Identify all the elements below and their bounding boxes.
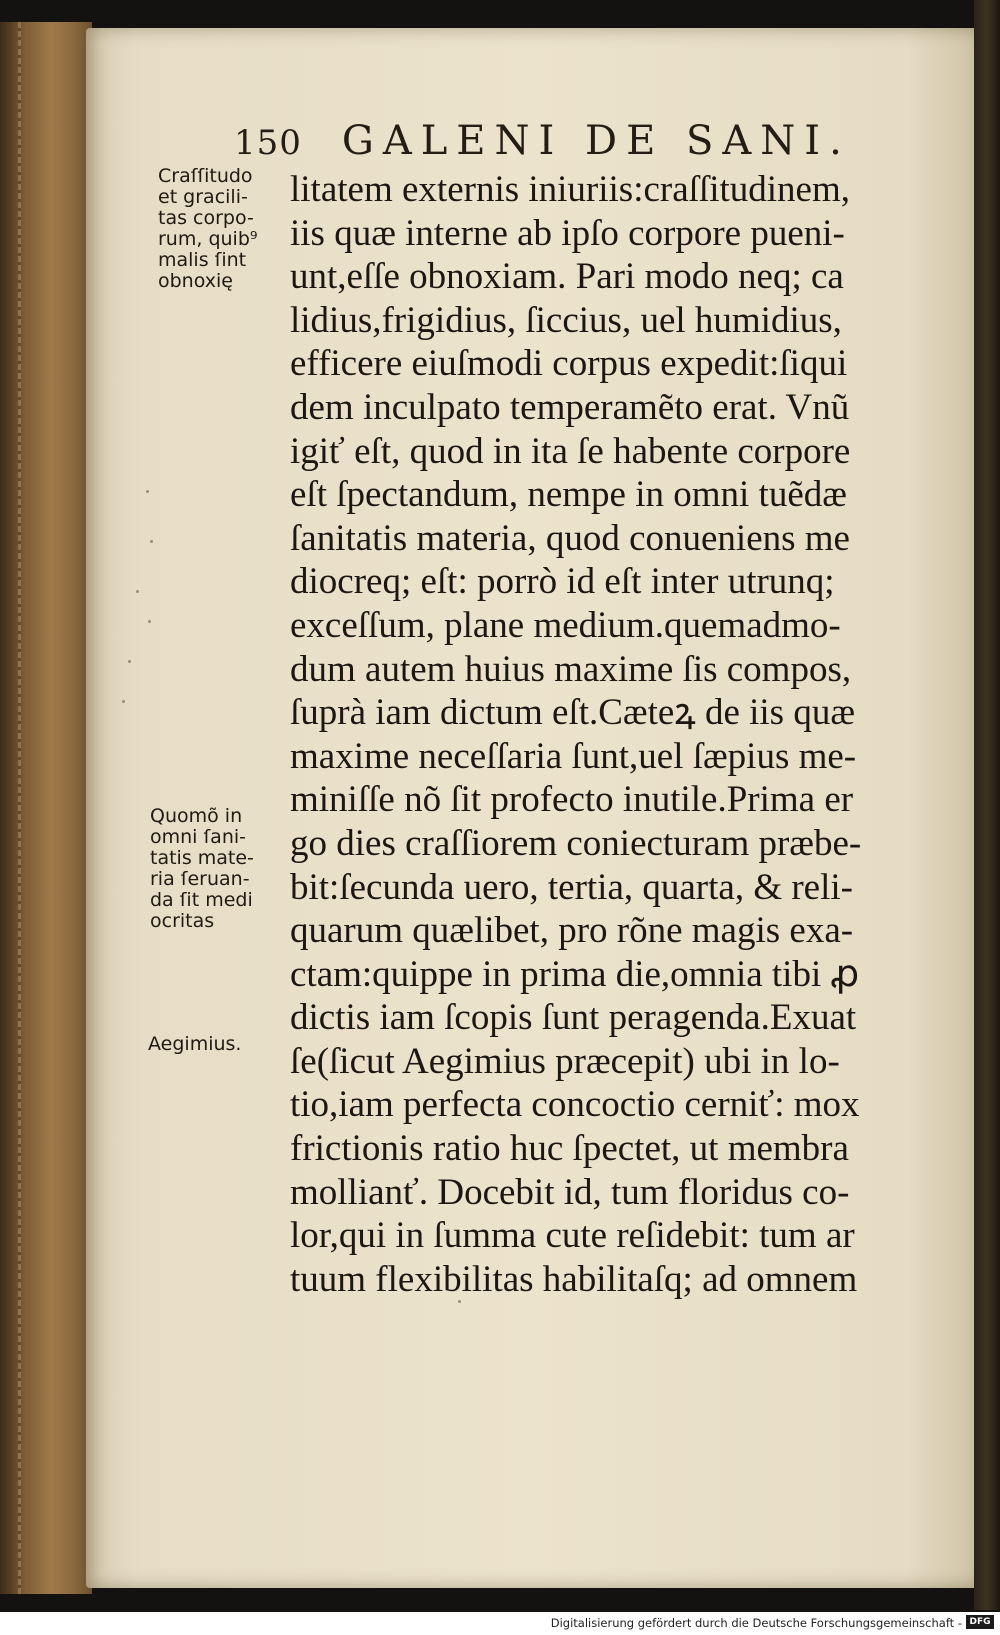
text-line: bit:ſecunda uero, tertia, quarta, & reli- xyxy=(290,866,853,908)
margin-note-line: Craſſitudo xyxy=(158,165,253,187)
text-line: unt,eſſe obnoxiam. Pari modo neq; ca xyxy=(290,256,844,298)
margin-note-line: ria ſeruan- xyxy=(150,868,250,890)
text-line: lor,qui in ſumma cute reſidebit: tum ar xyxy=(290,1215,855,1257)
text-line: dictis iam ſcopis ſunt peragenda.Exuat xyxy=(290,997,857,1039)
dfg-logo: DFG xyxy=(966,1615,994,1629)
margin-note-line: obnoxię xyxy=(158,270,233,292)
text-line: lidius,frigidius, ſiccius, uel humidius, xyxy=(290,299,842,341)
text-line: ſe(ſicut Aegimius præcepit) ubi in lo- xyxy=(290,1040,840,1082)
page-fore-edge xyxy=(974,0,1000,1610)
page-number: 150 xyxy=(234,123,302,163)
margin-note-crassitudo xyxy=(158,166,258,292)
margin-note-quomodo xyxy=(150,806,254,932)
text-line: quarum quælibet, pro rõne magis exa- xyxy=(290,910,854,952)
margin-note-line: Aegimius. xyxy=(148,1033,242,1055)
margin-note-line: et gracili- xyxy=(158,186,248,208)
margin-note-line: tas corpo- xyxy=(158,207,254,229)
main-text-block xyxy=(290,168,950,1301)
text-line: dum autem huius maxime ſis compos, xyxy=(290,648,852,690)
book-binding-edge xyxy=(0,22,92,1594)
text-line: miniſſe nõ ſit profecto inutile.Prima er xyxy=(290,779,854,821)
text-line: ctam:quippe in prima die,omnia tibi ꝓ xyxy=(290,953,860,995)
margin-note-line: ocritas xyxy=(150,910,215,932)
text-line: efficere eiuſmodi corpus expedit:ſiqui xyxy=(290,343,848,385)
margin-note-line: rum, quib⁹ xyxy=(158,228,258,250)
margin-note-line: da ſit medi xyxy=(150,889,253,911)
text-line: exceſſum, plane medium.quemadmo- xyxy=(290,604,841,646)
margin-note-aegimius xyxy=(148,1034,241,1055)
text-line: dem inculpato temperamẽto erat. Vnũ xyxy=(290,386,850,428)
running-title: GALENI DE SANI. xyxy=(341,118,851,164)
text-line: eſt ſpectandum, nempe in omni tuẽdæ xyxy=(290,474,847,516)
text-line: frictionis ratio huc ſpectet, ut membra xyxy=(290,1128,849,1170)
footer-credit: Digitalisierung gefördert durch die Deutsche Forschungsgemeinschaft - xyxy=(550,1616,962,1630)
text-line: mollianť. Docebit id, tum floridus co- xyxy=(290,1171,850,1213)
text-line: ſuprà iam dictum eſt.Cæteꝝ de iis quæ xyxy=(290,692,856,734)
text-line: ſanitatis materia, quod conueniens me xyxy=(290,517,850,559)
text-line: igiť eſt, quod in ita ſe habente corpore xyxy=(290,430,851,472)
text-line: tuum flexibilitas habilitaſq; ad omnem xyxy=(290,1258,858,1300)
text-line: diocreq; eſt: porrò id eſt inter utrunq; xyxy=(290,561,835,603)
text-line: iis quæ interne ab ipſo corpore pueni- xyxy=(290,212,845,254)
margin-note-line: tatis mate- xyxy=(150,847,254,869)
margin-note-line: Quomõ in xyxy=(150,805,243,827)
margin-note-line: malis ſint xyxy=(158,249,247,271)
text-line: maxime neceſſaria ſunt,uel ſæpius me- xyxy=(290,735,857,777)
text-line: litatem externis iniuriis:craſſitudinem, xyxy=(290,169,851,210)
margin-note-line: omni ſani- xyxy=(150,826,247,848)
page-header xyxy=(234,118,851,164)
text-line: go dies craſſiorem coniecturam præbe- xyxy=(290,822,862,864)
text-line: tio,iam perfecta concoctio cerniť: mox xyxy=(290,1084,860,1126)
